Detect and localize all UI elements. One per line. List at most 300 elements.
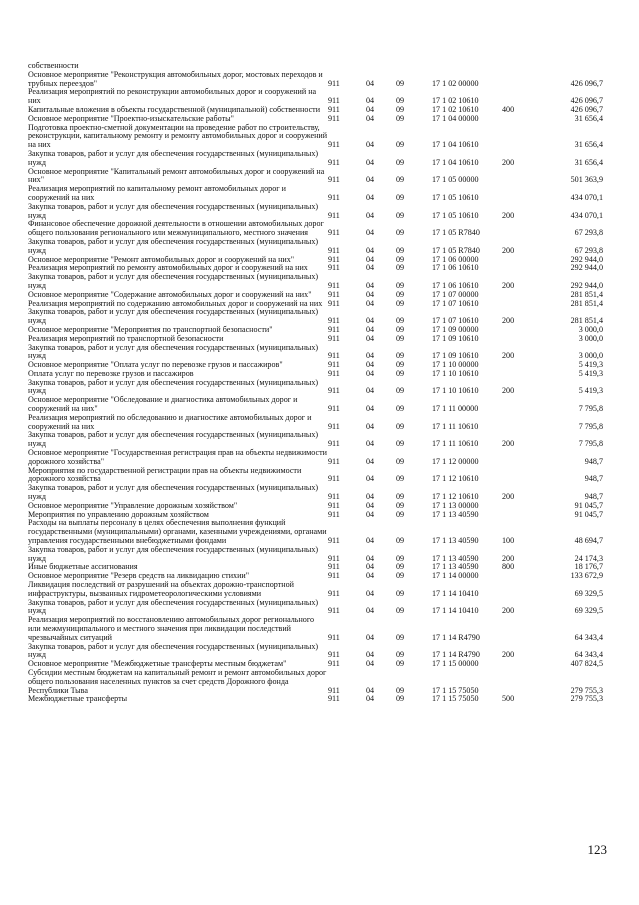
row-rz: 04: [366, 324, 375, 334]
table-row: [28, 467, 603, 485]
row-vr: [502, 291, 536, 300]
row-rz: 04: [366, 228, 375, 238]
row-sum: 948,7: [584, 474, 603, 484]
table-row: [28, 643, 603, 661]
row-name: Закупка товаров, работ и услуг для обеспечения государственных (муниципальных) нужд: [28, 430, 319, 449]
row-pr: 09: [396, 289, 405, 299]
row-csr: 17 1 15 00000: [432, 659, 479, 669]
row-csr: 17 1 09 00000: [432, 324, 479, 334]
row-pr: 09: [396, 500, 405, 510]
row-grbs: 911: [328, 439, 340, 449]
row-sum: 31 656,4: [574, 113, 603, 123]
row-vr: [502, 115, 536, 124]
row-csr: 17 1 07 10610: [432, 298, 479, 308]
row-grbs: 911: [328, 324, 340, 334]
row-csr: 17 1 04 00000: [432, 113, 479, 123]
row-sum: 24 174,3: [574, 553, 603, 563]
row-sum: 48 694,7: [574, 536, 603, 546]
row-vr: [502, 124, 536, 150]
row-sum: 7 795,8: [578, 439, 603, 449]
row-sum: 69 329,5: [574, 606, 603, 616]
row-sum: 292 944,0: [570, 263, 603, 273]
row-grbs: 911: [328, 333, 340, 343]
row-csr: 17 1 10 10610: [432, 368, 479, 378]
row-sum: 31 656,4: [574, 140, 603, 150]
row-pr: 09: [396, 280, 405, 290]
row-vr: [502, 502, 536, 511]
row-name: Ликвидация последствий от разрушений на объектах дорожно-транспортной инфраструктуры, вызванных гидрометеорологическими условиями: [28, 580, 294, 598]
table-row: [28, 88, 603, 106]
row-rz: 04: [366, 659, 375, 669]
row-name: Мероприятия по государственной регистрации прав на объекты недвижимости дорожного хозяйства: [28, 465, 302, 484]
row-grbs: [328, 62, 366, 71]
row-vr: 200: [502, 210, 515, 220]
row-pr: 09: [396, 360, 405, 370]
table-row: [28, 669, 603, 695]
row-pr: 09: [396, 113, 405, 123]
row-sum: 426 096,7: [570, 96, 603, 106]
row-name: Основное мероприятие "Ремонт автомобильных дорог и сооружений на них": [28, 254, 295, 264]
row-name: Основное мероприятие "Государственная регистрация прав на объекты недвижимости дорожного хозяйства": [28, 448, 327, 466]
row-pr: 09: [396, 333, 405, 343]
row-csr: 17 1 06 00000: [432, 254, 479, 264]
row-rz: 04: [366, 210, 375, 220]
row-pr: 09: [396, 386, 405, 396]
budget-page: [28, 62, 603, 704]
table-row: [28, 396, 603, 414]
row-pr: 09: [396, 210, 405, 220]
row-csr: 17 1 13 40590: [432, 562, 479, 572]
row-vr: [502, 660, 536, 669]
table-row: [28, 546, 603, 564]
row-grbs: 911: [328, 78, 340, 88]
row-csr: 17 1 14 10410: [432, 588, 479, 598]
row-grbs: 911: [328, 175, 340, 185]
row-name: Основное мероприятие "Проектно-изыскательские работы": [28, 113, 234, 123]
row-pr: 09: [396, 474, 405, 484]
row-csr: 17 1 13 00000: [432, 500, 479, 510]
row-csr: 17 1 05 10610: [432, 192, 479, 202]
row-grbs: 911: [328, 659, 340, 669]
row-sum: 407 824,5: [570, 659, 603, 669]
row-vr: [502, 467, 536, 485]
row-pr: 09: [396, 685, 405, 695]
row-csr: 17 1 06 10610: [432, 280, 479, 290]
row-sum: 7 795,8: [578, 421, 603, 431]
row-rz: 04: [366, 694, 375, 704]
row-rz: 04: [366, 685, 375, 695]
table-row: [28, 599, 603, 617]
row-vr: [502, 62, 536, 71]
row-name: Основное мероприятие "Капитальный ремонт автомобильных дорог и сооружений на них": [28, 166, 325, 185]
row-sum: 3 000,0: [578, 324, 603, 334]
row-sum: 5 419,3: [578, 386, 603, 396]
row-csr: 17 1 06 10610: [432, 263, 479, 273]
row-rz: 04: [366, 316, 375, 326]
row-name: Оплата услуг по перевозке грузов и пассажиров: [28, 368, 194, 378]
row-name: Основное мероприятие "Мероприятия по транспортной безопасности": [28, 324, 273, 334]
row-rz: 04: [366, 157, 375, 167]
row-grbs: 911: [328, 254, 340, 264]
row-name: Реализация мероприятий по реконструкции автомобильных дорог и сооружений на них: [28, 87, 317, 106]
row-grbs: 911: [328, 694, 340, 704]
row-sum: 5 419,3: [578, 368, 603, 378]
row-rz: 04: [366, 492, 375, 502]
row-sum: 279 755,3: [570, 685, 603, 695]
table-row: [28, 308, 603, 326]
row-sum: 91 045,7: [574, 509, 603, 519]
row-sum: 31 656,4: [574, 157, 603, 167]
row-pr: 09: [396, 492, 405, 502]
row-pr: 09: [396, 650, 405, 660]
row-csr: 17 1 05 R7840: [432, 245, 480, 255]
row-grbs: 911: [328, 474, 340, 484]
row-csr: 17 1 02 10610: [432, 96, 479, 106]
row-grbs: 911: [328, 210, 340, 220]
row-grbs: 911: [328, 650, 340, 660]
row-csr: 17 1 09 10610: [432, 333, 479, 343]
row-name: Основное мероприятие "Межбюджетные трансферты местным бюджетам": [28, 659, 287, 669]
row-name: Реализация мероприятий по транспортной безопасности: [28, 333, 224, 343]
row-vr: [502, 185, 536, 203]
row-grbs: 911: [328, 245, 340, 255]
row-pr: 09: [396, 421, 405, 431]
row-rz: 04: [366, 439, 375, 449]
row-grbs: 911: [328, 606, 340, 616]
row-csr: 17 1 13 40590: [432, 509, 479, 519]
row-grbs: 911: [328, 192, 340, 202]
table-row: [28, 185, 603, 203]
row-rz: 04: [366, 289, 375, 299]
row-vr: [502, 326, 536, 335]
row-grbs: 911: [328, 500, 340, 510]
row-pr: 09: [396, 509, 405, 519]
row-pr: 09: [396, 175, 405, 185]
row-sum: 426 096,7: [570, 78, 603, 88]
row-name: Иные бюджетные ассигнования: [28, 562, 138, 572]
row-grbs: 911: [328, 298, 340, 308]
row-grbs: 911: [328, 421, 340, 431]
table-row: [28, 484, 603, 502]
row-grbs: 911: [328, 289, 340, 299]
row-csr: 17 1 10 00000: [432, 360, 479, 370]
row-vr: 800: [502, 562, 515, 572]
row-sum: 3 000,0: [578, 351, 603, 361]
row-name: Межбюджетные трансферты: [28, 694, 128, 704]
row-vr: [502, 414, 536, 432]
row-name: собственности: [28, 61, 79, 70]
row-name: Закупка товаров, работ и услуг для обеспечения государственных (муниципальных) нужд: [28, 272, 319, 290]
row-pr: 09: [396, 157, 405, 167]
row-pr: 09: [396, 351, 405, 361]
row-sum: 18 176,7: [574, 562, 603, 572]
row-pr: 09: [396, 456, 405, 466]
row-grbs: 911: [328, 404, 340, 414]
row-name: Закупка товаров, работ и услуг для обеспечения государственных (муниципальных) нужд: [28, 342, 319, 361]
row-name: Основное мероприятие "Обследование и диагностика автомобильных дорог и сооружений на них": [28, 395, 298, 414]
table-row: [28, 431, 603, 449]
row-rz: 04: [366, 104, 375, 114]
row-csr: [432, 62, 502, 71]
row-vr: 200: [502, 553, 515, 563]
row-vr: 200: [502, 439, 515, 449]
row-rz: 04: [366, 536, 375, 546]
row-vr: 200: [502, 492, 515, 502]
row-sum: 67 293,8: [574, 228, 603, 238]
row-sum: 67 293,8: [574, 245, 603, 255]
row-grbs: 911: [328, 140, 340, 150]
row-csr: 17 1 07 00000: [432, 289, 479, 299]
row-rz: 04: [366, 553, 375, 563]
row-sum: 281 851,4: [570, 289, 603, 299]
budget-table: [28, 62, 603, 704]
page-number: 123: [587, 842, 607, 857]
row-csr: 17 1 13 40590: [432, 553, 479, 563]
row-pr: 09: [396, 324, 405, 334]
row-rz: 04: [366, 509, 375, 519]
row-vr: [502, 370, 536, 379]
row-pr: 09: [396, 694, 405, 704]
row-pr: 09: [396, 228, 405, 238]
row-rz: 04: [366, 298, 375, 308]
row-rz: 04: [366, 192, 375, 202]
row-vr: [502, 581, 536, 599]
table-row: [28, 519, 603, 545]
row-rz: 04: [366, 474, 375, 484]
row-csr: 17 1 14 10410: [432, 606, 479, 616]
row-vr: 200: [502, 157, 515, 167]
row-grbs: 911: [328, 386, 340, 396]
row-pr: 09: [396, 96, 405, 106]
row-name: Реализация мероприятий по капитальному ремонт автомобильных дорог и сооружений на них: [28, 184, 286, 202]
row-rz: 04: [366, 263, 375, 273]
row-rz: [366, 62, 396, 71]
row-rz: 04: [366, 650, 375, 660]
row-name: Закупка товаров, работ и услуг для обеспечения государственных (муниципальных) нужд: [28, 641, 319, 660]
row-vr: [502, 335, 536, 344]
row-sum: 948,7: [584, 492, 603, 502]
row-csr: 17 1 11 00000: [432, 404, 479, 414]
row-grbs: 911: [328, 96, 340, 106]
row-csr: 17 1 05 10610: [432, 210, 479, 220]
row-rz: 04: [366, 606, 375, 616]
row-csr: 17 1 07 10610: [432, 316, 479, 326]
row-sum: 64 343,4: [574, 632, 603, 642]
row-pr: 09: [396, 632, 405, 642]
row-vr: [502, 669, 536, 695]
row-pr: 09: [396, 140, 405, 150]
table-row: [28, 150, 603, 168]
row-name: Расходы на выплаты персоналу в целях обеспечения выполнения функций государственными (муниципальными) органами, казенными учреждениями, органами управления государственными внебюджетными фондами: [28, 518, 327, 546]
row-grbs: 911: [328, 157, 340, 167]
table-row: [28, 449, 603, 467]
row-pr: 09: [396, 263, 405, 273]
row-vr: 500: [502, 694, 515, 704]
row-vr: [502, 168, 536, 186]
row-grbs: 911: [328, 228, 340, 238]
table-row: [28, 414, 603, 432]
row-grbs: 911: [328, 316, 340, 326]
row-csr: 17 1 05 R7840: [432, 228, 480, 238]
row-rz: 04: [366, 588, 375, 598]
row-name: Реализация мероприятий по обследованию и диагностике автомобильных дорог и сооружений на них: [28, 412, 312, 431]
row-vr: 200: [502, 650, 515, 660]
table-row: [28, 695, 603, 704]
row-name: Основное мероприятие "Содержание автомобильных дорог и сооружений на них": [28, 289, 312, 299]
row-vr: 200: [502, 245, 515, 255]
row-pr: 09: [396, 606, 405, 616]
row-rz: 04: [366, 368, 375, 378]
table-row: [28, 273, 603, 291]
row-pr: 09: [396, 298, 405, 308]
row-vr: [502, 361, 536, 370]
row-vr: [502, 572, 536, 581]
row-rz: 04: [366, 140, 375, 150]
row-vr: 100: [502, 536, 515, 546]
row-name: Закупка товаров, работ и услуг для обеспечения государственных (муниципальных) нужд: [28, 201, 319, 220]
row-vr: [502, 88, 536, 106]
row-grbs: 911: [328, 562, 340, 572]
row-grbs: 911: [328, 360, 340, 370]
row-name: Основное мероприятие "Реконструкция автомобильных дорог, мостовых переходов и трубных переездов": [28, 69, 323, 88]
row-rz: 04: [366, 78, 375, 88]
row-vr: [502, 71, 536, 89]
row-csr: 17 1 02 10610: [432, 104, 479, 114]
row-vr: [502, 449, 536, 467]
row-sum: 281 851,4: [570, 316, 603, 326]
row-pr: 09: [396, 104, 405, 114]
row-name: Закупка товаров, работ и услуг для обеспечения государственных (муниципальных) нужд: [28, 544, 319, 563]
row-rz: 04: [366, 351, 375, 361]
row-vr: 400: [502, 104, 515, 114]
row-vr: 200: [502, 606, 515, 616]
row-sum: 426 096,7: [570, 104, 603, 114]
row-name: Закупка товаров, работ и услуг для обеспечения государственных (муниципальных) нужд: [28, 597, 319, 616]
row-pr: 09: [396, 536, 405, 546]
row-rz: 04: [366, 175, 375, 185]
row-sum: 3 000,0: [578, 333, 603, 343]
row-csr: 17 1 04 10610: [432, 140, 479, 150]
row-grbs: 911: [328, 351, 340, 361]
table-row: [28, 220, 603, 238]
row-name: Реализация мероприятий по восстановлению автомобильных дорог регионального или межмуниципального и местного значения при ликвидации последствий чрезвычайных ситуаций: [28, 615, 314, 642]
row-pr: 09: [396, 254, 405, 264]
table-row: [28, 124, 603, 150]
row-csr: 17 1 14 R4790: [432, 632, 480, 642]
row-vr: [502, 220, 536, 238]
table-row: [28, 71, 603, 89]
row-sum: 91 045,7: [574, 500, 603, 510]
row-rz: 04: [366, 500, 375, 510]
row-name: Реализация мероприятий по ремонту автомобильных дорог и сооружений на них: [28, 263, 308, 273]
row-sum: 434 070,1: [570, 192, 603, 202]
row-csr: 17 1 09 10610: [432, 351, 479, 361]
row-csr: 17 1 11 10610: [432, 439, 479, 449]
row-sum: 64 343,4: [574, 650, 603, 660]
budget-table-body: [28, 62, 603, 704]
row-pr: 09: [396, 659, 405, 669]
row-rz: 04: [366, 562, 375, 572]
row-grbs: 911: [328, 492, 340, 502]
row-name: Закупка товаров, работ и услуг для обеспечения государственных (муниципальных) нужд: [28, 307, 319, 326]
row-pr: [396, 62, 432, 71]
row-grbs: 911: [328, 104, 340, 114]
row-grbs: 911: [328, 456, 340, 466]
row-name: Основное мероприятие "Резерв средств на ликвидацию стихии": [28, 571, 250, 581]
row-grbs: 911: [328, 536, 340, 546]
row-rz: 04: [366, 421, 375, 431]
row-name: Реализация мероприятий по содержанию автомобильных дорог и сооружений на них: [28, 298, 323, 308]
row-vr: [502, 256, 536, 265]
row-grbs: 911: [328, 685, 340, 695]
row-vr: [502, 396, 536, 414]
row-rz: 04: [366, 96, 375, 106]
row-sum: 292 944,0: [570, 254, 603, 264]
row-sum: 501 363,9: [570, 175, 603, 185]
row-csr: 17 1 12 00000: [432, 456, 479, 466]
row-sum: 279 755,3: [570, 694, 603, 704]
row-pr: 09: [396, 439, 405, 449]
row-csr: 17 1 13 40590: [432, 536, 479, 546]
row-vr: 200: [502, 386, 515, 396]
row-name: Основное мероприятие "Управление дорожным хозяйством": [28, 500, 238, 510]
row-pr: 09: [396, 571, 405, 581]
table-row: [28, 203, 603, 221]
row-csr: 17 1 15 75050: [432, 685, 479, 695]
row-rz: 04: [366, 245, 375, 255]
row-pr: 09: [396, 368, 405, 378]
row-rz: 04: [366, 404, 375, 414]
table-row: [28, 379, 603, 397]
row-sum: 281 851,4: [570, 298, 603, 308]
row-name: Финансовое обеспечение дорожной деятельности в отношении автомобильных дорог общего пользования регионального или межмуниципального, местного значения: [28, 219, 324, 238]
row-name: Мероприятия по управлению дорожным хозяйством: [28, 509, 209, 519]
row-name: Капитальные вложения в объекты государственной (муниципальной) собственности: [28, 104, 321, 114]
row-vr: [502, 300, 536, 309]
row-csr: 17 1 12 10610: [432, 492, 479, 502]
row-name: Закупка товаров, работ и услуг для обеспечения государственных (муниципальных) нужд: [28, 483, 319, 502]
row-grbs: 911: [328, 113, 340, 123]
row-grbs: 911: [328, 632, 340, 642]
row-vr: [502, 616, 536, 642]
table-row: [28, 616, 603, 642]
row-sum: 5 419,3: [578, 360, 603, 370]
row-pr: 09: [396, 553, 405, 563]
row-name: Основное мероприятие "Оплата услуг по перевозке грузов и пассажиров": [28, 360, 283, 370]
row-csr: 17 1 05 00000: [432, 175, 479, 185]
row-pr: 09: [396, 78, 405, 88]
row-rz: 04: [366, 571, 375, 581]
row-sum: [536, 62, 603, 71]
row-rz: 04: [366, 280, 375, 290]
row-vr: [502, 264, 536, 273]
row-csr: 17 1 04 10610: [432, 157, 479, 167]
row-grbs: 911: [328, 263, 340, 273]
row-rz: 04: [366, 456, 375, 466]
row-csr: 17 1 14 R4790: [432, 650, 480, 660]
row-name: Закупка товаров, работ и услуг для обеспечения государственных (муниципальных) нужд: [28, 377, 319, 396]
row-vr: 200: [502, 351, 515, 361]
row-grbs: 911: [328, 588, 340, 598]
row-pr: 09: [396, 562, 405, 572]
row-grbs: 911: [328, 368, 340, 378]
row-sum: 7 795,8: [578, 404, 603, 414]
row-grbs: 911: [328, 280, 340, 290]
table-row: [28, 581, 603, 599]
row-rz: 04: [366, 333, 375, 343]
row-name: Закупка товаров, работ и услуг для обеспечения государственных (муниципальных) нужд: [28, 148, 319, 167]
row-vr: [502, 511, 536, 520]
